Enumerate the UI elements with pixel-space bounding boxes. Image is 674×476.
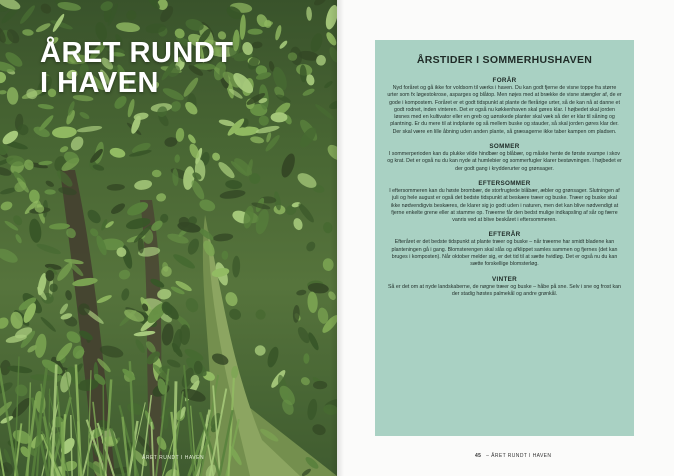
season-section-summer [387, 143, 622, 173]
chapter-title-line2: I HAVEN [40, 67, 159, 99]
running-title: ÅRET RUNDT I HAVEN [491, 453, 552, 459]
season-text: Så er det om at nyde landskaberne, de nøgne træer og buske – håbe på sne. Selv i sne og frost kan der stadig høstes palmekål og andre grønkål. [388, 283, 621, 297]
season-text: Efteråret er det bedste tidspunkt at plante træer og buske – når træerne har smidt bladene kan planteningen gå i gang. Blomsterengen skal slås og afklippet samles sammen og fjernes (det kan bruges i komposten). Når oktober melder sig, er det tid til at sætte hvidløg. Det er også nu du kan sætte forskellige blomsterløg. [391, 239, 618, 268]
seasons-text-box [375, 40, 634, 436]
text-page [337, 0, 674, 476]
season-text: Nyd foråret og gå ikke for voldsom til værks i haven. Du kan godt fjerne de visne toppe fra større urter som fx løgestokrose, asparges og blåtop. Men nøjes med at brække de visne stængler af, de er gode i kompostem. Foråret er et godt tidspunkt at plante de flerårige urter, så de kan nå at danne et godt rodnet, inden vinteren. Det er også nu køkkenhaven skal gøres klar. I højbedet skal jorden løsnes med en kultivator eller en greb og uønskede planter skal væk så der er klar til såning og plantning. Er du mere til at indplante og så mellem buske og stauder, så skal jorden gøres klar der. Der skal være en lille åbning uden anden plante, så græsagerne ikke taber kampen om pladsen. [387, 85, 622, 135]
season-section-winter [387, 276, 622, 299]
chapter-title [40, 38, 240, 98]
season-heading: SOMMER [489, 143, 520, 151]
season-heading: VINTER [492, 275, 517, 283]
season-text: I eftersommeren kan du høste brombær, de storfrugtede blåbær, æbler og grønsager. Slutningen af juli og hele august er også det bedste tidspunkt at beskære træer og buske. Træer og buske skal ikke nødvendigvis beskæres, de klarer sig jo godt uden i naturen, men det kan blive nødvendigt at fjerne enkelte grene eller at stamme op. Træerne får den bedst mulige indkapsling af sår og færre vanris ved at blive beskåret i eftersommeren. [389, 187, 620, 224]
book-gutter [330, 0, 344, 476]
box-title: ÅRSTIDER I SOMMERHUSHAVEN [416, 54, 593, 66]
chapter-title-line1: ÅRET RUNDT [40, 37, 234, 69]
season-heading: FORÅR [492, 77, 517, 84]
season-heading: EFTERÅR [488, 231, 521, 239]
season-heading: EFTERSOMMER [478, 179, 531, 187]
page-footer [475, 453, 551, 459]
season-section-autumn [387, 231, 622, 268]
season-section-late-summer [387, 180, 622, 224]
season-section-spring [387, 77, 622, 136]
season-text: I sommerperioden kan du plukke vilde hindbær og blåbær, og måske hente de første svampe i skov og krat. Det er også nu du kan nyde at humlebier og sommerfugler klarer bestøvningen. I højbedet er der godt gang i krydderurter og grønsager. [387, 151, 622, 172]
photo-caption: ÅRET RUNDT I HAVEN [142, 455, 205, 461]
page-number: 45 [475, 453, 482, 459]
footer-separator: – [486, 453, 490, 459]
